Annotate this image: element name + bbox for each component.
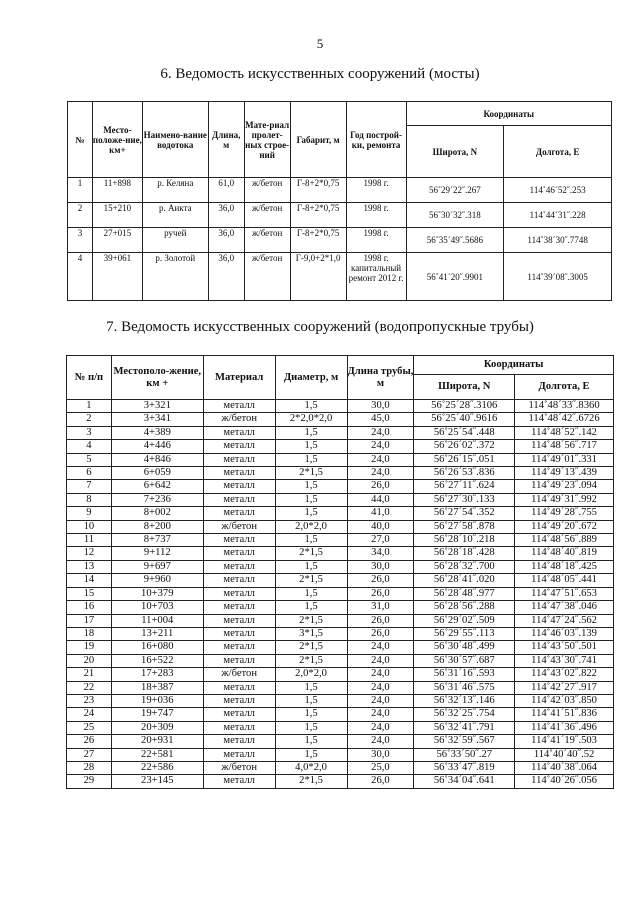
cell-lon: 114˚38´30˝.7748 [504,228,612,253]
cell-lat: 56˚27´11˝.624 [414,480,515,493]
cell-lat: 56˚33´50˝.27 [414,748,515,761]
cell-length: 27,0 [347,534,414,547]
cell-no: 15 [67,587,112,600]
table-row [67,694,614,707]
table-row [67,748,614,761]
cell-length: 26,0 [347,614,414,627]
cell-no: 26 [67,735,112,748]
pipes-table [66,355,614,789]
cell-no: 21 [67,668,112,681]
cell-material: ж/бетон [244,178,290,203]
table-row [68,178,612,203]
cell-lon: 114˚48´33˝.8360 [515,400,614,413]
cell-lat: 56˚31´16˝.593 [414,668,515,681]
table-row [67,721,614,734]
cell-diameter: 2*1,5 [275,547,347,560]
table-row [67,775,614,788]
cell-year: 1998 г. капитальный ремонт 2012 г. [346,253,406,301]
cell-lon: 114˚40´40˝.52 [515,748,614,761]
cell-lat: 56˚35´49˝.5686 [406,228,504,253]
table-row [67,708,614,721]
cell-lat: 56˚32´25˝.754 [414,708,515,721]
cell-diameter: 1,5 [275,694,347,707]
col-length: Длина трубы, м [347,356,414,400]
cell-lon: 114˚49´28˝.755 [515,507,614,520]
cell-diameter: 2*1,5 [275,775,347,788]
cell-lat: 56˚25´28˝.3106 [414,400,515,413]
cell-lon: 114˚48´18˝.425 [515,560,614,573]
cell-material: металл [203,534,275,547]
bridges-table-title: 6. Ведомость искусственных сооружений (мосты) [160,66,480,82]
table-row [68,228,612,253]
cell-lat: 56˚28´48˝.977 [414,587,515,600]
cell-lat: 56˚30´32˝.318 [406,203,504,228]
cell-no: 11 [67,534,112,547]
cell-location: 9+697 [111,560,203,573]
col-location: Место-положе-ние, км+ [92,102,142,178]
table-row [67,400,614,413]
cell-lon: 114˚42´27˝.917 [515,681,614,694]
cell-no: 9 [67,507,112,520]
cell-no: 25 [67,721,112,734]
cell-no: 27 [67,748,112,761]
cell-material: металл [203,400,275,413]
cell-diameter: 1,5 [275,426,347,439]
cell-diameter: 1,5 [275,681,347,694]
cell-lat: 56˚34´04˝.641 [414,775,515,788]
cell-no: 18 [67,627,112,640]
cell-material: металл [203,440,275,453]
cell-location: 19+036 [111,694,203,707]
cell-length: 25,0 [347,761,414,774]
cell-location: 16+080 [111,641,203,654]
cell-lat: 56˚26´15˝.051 [414,453,515,466]
table-row [67,453,614,466]
cell-location: 20+309 [111,721,203,734]
cell-lat: 56˚28´10˝.218 [414,534,515,547]
cell-length: 30,0 [347,748,414,761]
cell-lat: 56˚31´46˝.575 [414,681,515,694]
cell-location: 16+522 [111,654,203,667]
cell-length: 26,0 [347,775,414,788]
col-diameter: Диаметр, м [275,356,347,400]
cell-length: 24,0 [347,681,414,694]
col-material: Мате-риал пролет-ных строе-ний [244,102,290,178]
cell-name: р. Аикта [142,203,208,228]
cell-location: 4+389 [111,426,203,439]
cell-lon: 114˚48´56˝.889 [515,534,614,547]
cell-gabarit: Г-8+2*0,75 [290,203,346,228]
cell-material: ж/бетон [203,520,275,533]
cell-lat: 56˚28´56˝.288 [414,601,515,614]
cell-lat: 56˚27´54˝.352 [414,507,515,520]
cell-location: 8+737 [111,534,203,547]
cell-length: 24,0 [347,694,414,707]
cell-diameter: 2,0*2,0 [275,520,347,533]
cell-length: 24,0 [347,735,414,748]
cell-lon: 114˚46´03˝.139 [515,627,614,640]
cell-no: 3 [67,426,112,439]
cell-material: металл [203,721,275,734]
col-lon: Долгота, E [515,375,614,400]
cell-lon: 114˚49´20˝.672 [515,520,614,533]
cell-no: 8 [67,493,112,506]
cell-length: 36,0 [208,203,244,228]
cell-location: 3+321 [111,400,203,413]
cell-material: металл [203,574,275,587]
cell-length: 24,0 [347,453,414,466]
cell-location: 11+004 [111,614,203,627]
cell-no: 12 [67,547,112,560]
cell-lat: 56˚25´54˝.448 [414,426,515,439]
cell-lon: 114˚43´50˝.501 [515,641,614,654]
cell-diameter: 2*2,0*2,0 [275,413,347,426]
cell-lon: 114˚47´51˝.653 [515,587,614,600]
cell-location: 18+387 [111,681,203,694]
cell-material: ж/бетон [244,203,290,228]
cell-lat: 56˚28´41˝.020 [414,574,515,587]
cell-gabarit: Г-9,0+2*1,0 [290,253,346,301]
col-lat: Широта, N [414,375,515,400]
cell-location: 9+960 [111,574,203,587]
cell-location: 19+747 [111,708,203,721]
cell-location: 22+586 [111,761,203,774]
col-material: Материал [203,356,275,400]
cell-material: металл [203,493,275,506]
cell-material: металл [203,641,275,654]
col-name: Наимено-вание водотока [142,102,208,178]
cell-lon: 114˚46´52˝.253 [504,178,612,203]
cell-diameter: 1,5 [275,601,347,614]
cell-material: ж/бетон [244,228,290,253]
cell-length: 24,0 [347,708,414,721]
table-row [67,614,614,627]
cell-diameter: 2,0*2,0 [275,668,347,681]
cell-length: 30,0 [347,400,414,413]
cell-material: металл [203,547,275,560]
cell-no: 22 [67,681,112,694]
cell-length: 24,0 [347,467,414,480]
cell-material: металл [203,560,275,573]
cell-no: 13 [67,560,112,573]
cell-diameter: 4,0*2,0 [275,761,347,774]
cell-lon: 114˚39´08˝.3005 [504,253,612,301]
cell-lon: 114˚40´26˝.056 [515,775,614,788]
table-row [67,735,614,748]
cell-diameter: 1,5 [275,748,347,761]
cell-location: 11+898 [92,178,142,203]
cell-lat: 56˚29´55˝.113 [414,627,515,640]
cell-material: ж/бетон [203,413,275,426]
cell-length: 34,0 [347,547,414,560]
cell-no: 16 [67,601,112,614]
cell-diameter: 1,5 [275,440,347,453]
cell-length: 36,0 [208,253,244,301]
cell-lat: 56˚32´13˝.146 [414,694,515,707]
table-row [67,560,614,573]
col-year: Год построй-ки, ремонта [346,102,406,178]
table-row [67,467,614,480]
cell-length: 24,0 [347,654,414,667]
cell-length: 24,0 [347,426,414,439]
cell-material: металл [203,507,275,520]
cell-no: 4 [68,253,93,301]
cell-no: 6 [67,467,112,480]
cell-no: 29 [67,775,112,788]
cell-diameter: 1,5 [275,735,347,748]
cell-length: 41,0 [347,507,414,520]
table-row [67,601,614,614]
cell-material: металл [203,426,275,439]
cell-location: 17+283 [111,668,203,681]
cell-length: 24,0 [347,668,414,681]
cell-lon: 114˚41´36˝.496 [515,721,614,734]
pipes-table-title: 7. Ведомость искусственных сооружений (водопропускные трубы) [106,319,534,335]
cell-diameter: 1,5 [275,560,347,573]
cell-location: 13+211 [111,627,203,640]
cell-no: 7 [67,480,112,493]
cell-location: 39+061 [92,253,142,301]
page-number: 5 [316,36,324,51]
cell-material: металл [203,601,275,614]
cell-location: 6+642 [111,480,203,493]
cell-gabarit: Г-8+2*0,75 [290,178,346,203]
cell-length: 30,0 [347,560,414,573]
cell-length: 31,0 [347,601,414,614]
table-row [68,203,612,228]
cell-lon: 114˚49´13˝.439 [515,467,614,480]
cell-length: 24,0 [347,440,414,453]
cell-no: 24 [67,708,112,721]
table-row [67,627,614,640]
cell-no: 10 [67,520,112,533]
cell-no: 23 [67,694,112,707]
cell-lon: 114˚49´31˝.992 [515,493,614,506]
cell-location: 15+210 [92,203,142,228]
cell-material: металл [203,708,275,721]
cell-location: 10+703 [111,601,203,614]
cell-material: металл [203,480,275,493]
cell-lat: 56˚41´20˝.9901 [406,253,504,301]
cell-lat: 56˚33´47˝.819 [414,761,515,774]
cell-location: 6+059 [111,467,203,480]
table-row [67,574,614,587]
cell-lat: 56˚25´40˝.9616 [414,413,515,426]
cell-lon: 114˚49´23˝.094 [515,480,614,493]
cell-lon: 114˚48´56˝.717 [515,440,614,453]
col-length: Длина, м [208,102,244,178]
cell-no: 1 [67,400,112,413]
table-row [67,520,614,533]
cell-location: 9+112 [111,547,203,560]
cell-diameter: 1,5 [275,493,347,506]
cell-lon: 114˚47´24˝.562 [515,614,614,627]
cell-lon: 114˚48´40˝.819 [515,547,614,560]
cell-material: металл [203,748,275,761]
cell-length: 61,0 [208,178,244,203]
cell-material: металл [203,735,275,748]
cell-material: ж/бетон [203,761,275,774]
cell-material: металл [203,467,275,480]
cell-length: 44,0 [347,493,414,506]
table-row [67,413,614,426]
table-row [67,426,614,439]
table-row [67,547,614,560]
table-row [67,480,614,493]
col-no: № [68,102,93,178]
cell-name: ручей [142,228,208,253]
cell-name: р. Золотой [142,253,208,301]
cell-lon: 114˚43´30˝.741 [515,654,614,667]
cell-no: 19 [67,641,112,654]
cell-material: ж/бетон [244,253,290,301]
cell-lat: 56˚27´30˝.133 [414,493,515,506]
cell-lat: 56˚32´59˝.567 [414,735,515,748]
cell-lat: 56˚29´22˝.267 [406,178,504,203]
cell-material: металл [203,694,275,707]
cell-material: металл [203,775,275,788]
bridges-table [67,101,612,301]
table-row [67,681,614,694]
cell-diameter: 1,5 [275,453,347,466]
cell-location: 8+200 [111,520,203,533]
cell-diameter: 2*1,5 [275,614,347,627]
cell-length: 24,0 [347,641,414,654]
table-row [67,761,614,774]
cell-lon: 114˚42´03˝.850 [515,694,614,707]
cell-diameter: 2*1,5 [275,467,347,480]
cell-length: 26,0 [347,627,414,640]
cell-length: 26,0 [347,480,414,493]
cell-material: металл [203,587,275,600]
cell-diameter: 1,5 [275,480,347,493]
cell-lat: 56˚29´02˝.509 [414,614,515,627]
cell-no: 1 [68,178,93,203]
cell-location: 10+379 [111,587,203,600]
cell-length: 24,0 [347,721,414,734]
cell-lat: 56˚27´58˝.878 [414,520,515,533]
cell-lat: 56˚26´02˝.372 [414,440,515,453]
cell-no: 3 [68,228,93,253]
cell-lon: 114˚48´42˝.6726 [515,413,614,426]
cell-material: ж/бетон [203,668,275,681]
cell-no: 17 [67,614,112,627]
col-lat: Широта, N [406,126,504,178]
table-row [67,534,614,547]
cell-year: 1998 г. [346,228,406,253]
cell-lon: 114˚48´05˝.441 [515,574,614,587]
cell-location: 3+341 [111,413,203,426]
cell-location: 4+846 [111,453,203,466]
cell-no: 4 [67,440,112,453]
table-row [67,587,614,600]
col-coordinates: Координаты [406,102,611,126]
table-row [67,641,614,654]
cell-diameter: 1,5 [275,708,347,721]
cell-no: 5 [67,453,112,466]
cell-material: металл [203,453,275,466]
cell-length: 26,0 [347,574,414,587]
table-row [67,493,614,506]
cell-location: 23+145 [111,775,203,788]
cell-length: 26,0 [347,587,414,600]
cell-material: металл [203,681,275,694]
cell-year: 1998 г. [346,203,406,228]
cell-diameter: 1,5 [275,534,347,547]
cell-no: 2 [67,413,112,426]
table-row [67,654,614,667]
cell-length: 40,0 [347,520,414,533]
cell-gabarit: Г-8+2*0,75 [290,228,346,253]
cell-location: 4+446 [111,440,203,453]
cell-no: 20 [67,654,112,667]
cell-diameter: 1,5 [275,587,347,600]
cell-name: р. Келяна [142,178,208,203]
cell-lon: 114˚40´38˝.064 [515,761,614,774]
cell-material: металл [203,614,275,627]
cell-location: 7+236 [111,493,203,506]
cell-location: 27+015 [92,228,142,253]
cell-lat: 56˚28´18˝.428 [414,547,515,560]
cell-material: металл [203,654,275,667]
cell-lat: 56˚26´53˝.836 [414,467,515,480]
table-row [67,668,614,681]
cell-lon: 114˚49´01˝.331 [515,453,614,466]
cell-diameter: 1,5 [275,400,347,413]
cell-lon: 114˚41´19˝.503 [515,735,614,748]
cell-material: металл [203,627,275,640]
cell-location: 20+931 [111,735,203,748]
table-row [67,440,614,453]
cell-lat: 56˚30´57˝.687 [414,654,515,667]
table-row [68,253,612,301]
cell-lon: 114˚44´31˝.228 [504,203,612,228]
cell-lat: 56˚28´32˝.700 [414,560,515,573]
table-row [67,507,614,520]
cell-no: 14 [67,574,112,587]
cell-lon: 114˚47´38˝.046 [515,601,614,614]
cell-length: 36,0 [208,228,244,253]
cell-year: 1998 г. [346,178,406,203]
pipes-body [67,400,614,789]
cell-diameter: 3*1,5 [275,627,347,640]
cell-diameter: 2*1,5 [275,574,347,587]
cell-diameter: 1,5 [275,507,347,520]
cell-diameter: 2*1,5 [275,641,347,654]
cell-lon: 114˚43´02˝.822 [515,668,614,681]
cell-no: 2 [68,203,93,228]
col-location: Местополо-жение, км + [111,356,203,400]
cell-location: 8+002 [111,507,203,520]
col-coordinates: Координаты [414,356,614,375]
cell-diameter: 2*1,5 [275,654,347,667]
cell-location: 22+581 [111,748,203,761]
col-no: № п/п [67,356,112,400]
col-lon: Долгота, E [504,126,612,178]
cell-lon: 114˚41´51˝.836 [515,708,614,721]
cell-diameter: 1,5 [275,721,347,734]
cell-no: 28 [67,761,112,774]
col-gabarit: Габарит, м [290,102,346,178]
cell-length: 45,0 [347,413,414,426]
cell-lat: 56˚30´48˝.499 [414,641,515,654]
cell-lat: 56˚32´41˝.791 [414,721,515,734]
cell-lon: 114˚48´52˝.142 [515,426,614,439]
